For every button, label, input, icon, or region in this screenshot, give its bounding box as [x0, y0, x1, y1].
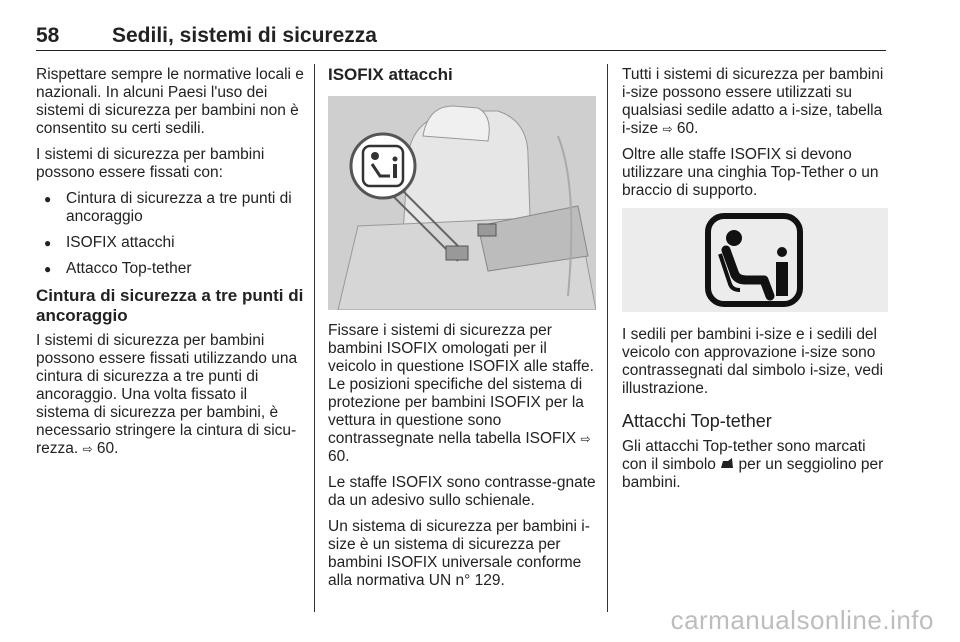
section-heading: ISOFIX attacchi: [328, 65, 453, 84]
paragraph: I sistemi di sicurezza per bambini possono essere fissati utilizzando una cintura di sicurezza a tre punti di ancoraggio. Una volta fissato il sistema di sicurezza per bambini, è necessario stringere la cintura di sicu-rezza. ⇨ 60.: [36, 332, 298, 457]
watermark: carmanualsonline.info: [670, 605, 934, 635]
i-size-icon: [622, 208, 888, 312]
list-item: ● Cintura di sicurezza a tre punti di ancoraggio: [36, 190, 304, 226]
paragraph: Rispettare sempre le normative locali e nazionali. In alcuni Paesi l'uso dei sistemi di sicurezza per bambini non è consentito su certi sedili.: [36, 66, 304, 137]
paragraph: Gli attacchi Top-tether sono marcati con il simbolo per un seggiolino per bambini.: [622, 438, 884, 491]
paragraph: I sistemi di sicurezza per bambini possono essere fissati con:: [36, 146, 265, 181]
reference-arrow-icon: ⇨: [82, 442, 93, 456]
paragraph: Oltre alle staffe ISOFIX si devono utilizzare una cinghia Top-Tether o un braccio di supporto.: [622, 146, 879, 199]
list-item: ● ISOFIX attacchi: [36, 234, 304, 252]
bullet-list: [36, 190, 304, 278]
top-tether-icon: [720, 456, 734, 473]
page-title: Sedili, sistemi di sicurezza: [112, 24, 377, 47]
paragraph: Fissare i sistemi di sicurezza per bambini ISOFIX omologati per il veicolo in questione ISOFIX alle staffe. Le posizioni specifiche del sistema di protezione per bambini ISOFIX per la vettura in questione sono contrassegnate nella tabella ISOFIX ⇨ 60.: [328, 322, 594, 465]
column-divider: [607, 64, 608, 612]
page-number: 58: [36, 24, 60, 47]
column-3: [622, 66, 888, 500]
subheading: Cintura di sicurezza a tre punti di ancoraggio: [36, 286, 304, 325]
column-2: [328, 66, 596, 598]
paragraph: Un sistema di sicurezza per bambini i-size è un sistema di sicurezza per bambini ISOFIX universale conforme alla normativa UN n° 129.: [328, 518, 590, 589]
list-item: ● Attacco Top-tether: [36, 260, 304, 278]
section-heading: Attacchi Top-tether: [622, 411, 772, 431]
paragraph: I sedili per bambini i-size e i sedili del veicolo con approvazione i-size sono contrassegnati dal simbolo i-size, vedi illustrazione.: [622, 326, 884, 397]
paragraph: Le staffe ISOFIX sono contrasse-gnate da un adesivo sullo schienale.: [328, 474, 596, 509]
column-divider: [314, 64, 315, 612]
isofix-seat-illustration: [328, 96, 596, 310]
reference-arrow-icon: ⇨: [580, 432, 591, 446]
i-size-symbol: [622, 208, 888, 312]
seat-illustration-icon: [328, 96, 596, 310]
column-1: [36, 66, 304, 466]
paragraph: Tutti i sistemi di sicurezza per bambini i-size possono essere utilizzati su qualsiasi sedile adatto a i-size, tabella i-size ⇨ 60.: [622, 66, 884, 137]
page-header: [36, 20, 886, 51]
reference-arrow-icon: ⇨: [662, 122, 673, 136]
